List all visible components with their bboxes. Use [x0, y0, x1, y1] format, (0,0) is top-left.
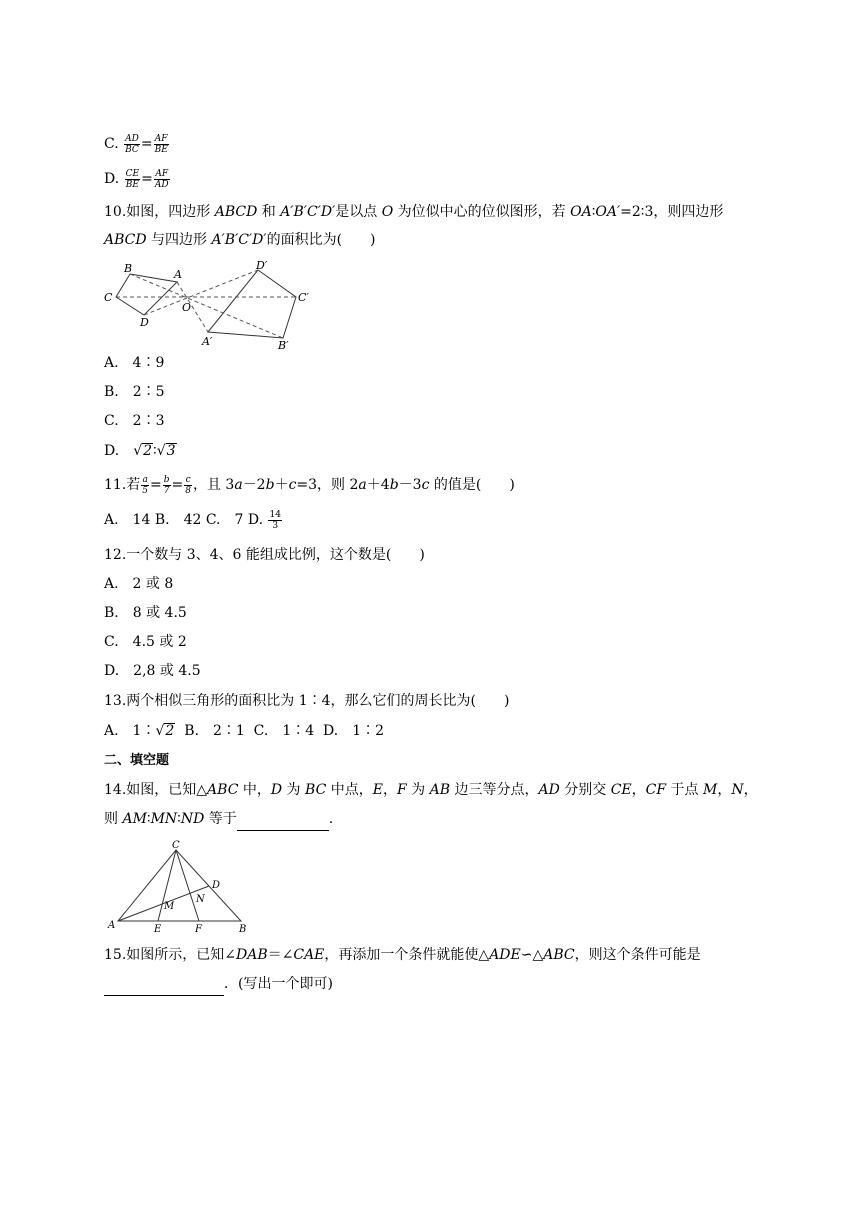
label-e: E — [154, 924, 162, 934]
label-a-prime: A′ — [202, 335, 213, 348]
q14-triangle-figure — [106, 838, 256, 934]
q12-stem: 12.一个数与 3、4、6 能组成比例，这个数是( ) — [104, 547, 425, 563]
numerator: a — [142, 474, 148, 485]
math: CAE — [293, 947, 325, 963]
text: 的面积比为( ) — [266, 232, 376, 248]
denominator: BE — [154, 144, 168, 155]
text: 等于 — [204, 811, 237, 827]
math: ABC — [543, 947, 575, 963]
label-b-prime: B′ — [278, 339, 289, 350]
denominator: 8 — [185, 485, 191, 496]
denominator: 5 — [142, 485, 148, 496]
math: E — [372, 782, 383, 798]
q10-stem-line1 — [104, 201, 723, 223]
q14-stem-line1 — [104, 779, 758, 801]
text: ∶ — [177, 811, 181, 827]
text: 为位似中心的位似图形，若 — [393, 204, 571, 220]
ratio-sign: ∶ — [153, 443, 157, 459]
numerator: b — [163, 474, 170, 485]
text: 与四边形 — [146, 232, 212, 248]
label-b: B — [124, 262, 133, 275]
text: =2∶3，则四边形 — [620, 204, 724, 220]
text: ∽△ — [520, 947, 544, 963]
math: a — [234, 477, 243, 493]
math: ABCD — [214, 204, 258, 220]
answer-blank[interactable] — [104, 973, 224, 996]
denominator: BC — [125, 144, 139, 155]
math: b — [389, 477, 399, 493]
math: ADE — [489, 947, 521, 963]
text: 边三等分点， — [450, 782, 539, 798]
radicand: 2 — [165, 723, 175, 739]
q10-option-d — [104, 440, 177, 462]
fraction — [141, 475, 149, 496]
text: 为 — [282, 782, 306, 798]
label-n: N — [196, 894, 205, 905]
q15-stem-line1 — [104, 944, 701, 966]
fraction — [184, 475, 192, 496]
question-number: 11. — [104, 477, 127, 493]
text: 于点 — [666, 782, 703, 798]
text: =3，则 2 — [296, 477, 359, 493]
q11-stem — [104, 474, 515, 496]
fraction — [125, 169, 140, 190]
denominator: 3 — [272, 520, 279, 531]
text: ， — [631, 782, 646, 798]
math: AB — [429, 782, 450, 798]
equals: = — [150, 477, 162, 493]
q10-option-b: B. 2∶5 — [104, 384, 165, 400]
text: 若 — [126, 477, 141, 493]
sqrt-icon: √ — [155, 723, 165, 739]
math: CF — [645, 782, 667, 798]
math: F — [396, 782, 407, 798]
text: 如图，四边形 — [126, 204, 215, 220]
q10-stem-line2 — [104, 229, 376, 251]
math: A′B′C′D′ — [211, 232, 267, 248]
text: 是以点 — [335, 204, 382, 220]
text: 的值是( ) — [429, 477, 515, 493]
radicand: 3 — [166, 443, 176, 459]
text: ， — [743, 782, 758, 798]
math: CE — [610, 782, 632, 798]
label-o: O — [182, 301, 192, 314]
q14-stem-line2 — [104, 808, 333, 831]
math: MN — [150, 811, 178, 827]
q13-stem: 13.两个相似三角形的面积比为 1∶4，那么它们的周长比为( ) — [104, 693, 510, 709]
label-d-prime: D′ — [256, 260, 268, 272]
label-b: B — [239, 924, 247, 934]
text: ∶ — [591, 204, 596, 220]
label-d: D — [140, 316, 149, 329]
label-d: D — [212, 880, 221, 891]
math: OA — [570, 204, 592, 220]
numerator: c — [185, 474, 191, 485]
text: 为 — [406, 782, 430, 798]
text: ＝∠ — [267, 947, 294, 963]
answer-blank[interactable] — [237, 808, 329, 831]
text: ， — [717, 782, 732, 798]
text: ∶ — [146, 811, 151, 827]
fraction — [154, 169, 170, 190]
numerator: AF — [155, 168, 169, 179]
quad-abcd-prime — [208, 270, 296, 338]
q12-option-a: A. 2 或 8 — [104, 576, 174, 592]
math: ND — [180, 811, 205, 827]
math: c — [421, 477, 430, 493]
option-label: D. — [104, 443, 120, 459]
text: 和 — [257, 204, 281, 220]
question-number: 10. — [104, 204, 127, 220]
section-heading: 二、填空题 — [104, 753, 170, 768]
denominator: 7 — [163, 485, 170, 496]
equals: = — [140, 136, 153, 152]
text: 则 — [104, 811, 123, 827]
option-label: D. — [104, 171, 120, 187]
fraction — [268, 510, 281, 531]
text: ，再添加一个条件就能使△ — [324, 947, 490, 963]
denominator: BE — [125, 179, 139, 190]
math: A′B′C′D′ — [280, 204, 336, 220]
equals: = — [141, 171, 153, 187]
radicand: 2 — [143, 443, 153, 459]
text: ，则这个条件可能是 — [574, 947, 701, 963]
q9-option-d — [104, 168, 171, 190]
math: c — [288, 477, 297, 493]
math: a — [358, 477, 367, 493]
math: b — [265, 477, 275, 493]
sqrt-icon: √ — [156, 443, 166, 459]
fraction — [124, 134, 140, 155]
numerator: AD — [125, 133, 139, 144]
sqrt-icon: √ — [133, 443, 143, 459]
denominator: AD — [154, 179, 169, 190]
label-m: M — [164, 901, 175, 912]
text: 中点， — [326, 782, 373, 798]
q12-option-c: C. 4.5 或 2 — [104, 634, 187, 650]
math: M — [702, 782, 718, 798]
numerator: AF — [154, 133, 168, 144]
math: N — [731, 782, 744, 798]
equals: = — [171, 477, 184, 493]
q12-option-d: D. 2,8 或 4.5 — [104, 663, 201, 679]
math: BC — [305, 782, 327, 798]
math: AD — [538, 782, 560, 798]
q12-option-b: B. 8 或 4.5 — [104, 605, 187, 621]
text: ＋ — [274, 477, 289, 493]
label-a: A — [174, 268, 182, 281]
q15-stem-line2 — [104, 973, 333, 996]
q13-options — [104, 720, 384, 742]
text: . — [328, 811, 334, 827]
fraction — [163, 475, 171, 496]
math: ABCD — [104, 232, 147, 248]
text: －3 — [398, 477, 422, 493]
math: ABC — [207, 782, 239, 798]
label-c-prime: C′ — [298, 291, 309, 304]
math: D — [270, 782, 283, 798]
q10-option-a: A. 4∶9 — [104, 355, 165, 371]
quad-abcd — [116, 274, 177, 315]
text: ＋4 — [366, 477, 390, 493]
options-text: A. 14 B. 42 C. 7 D. — [104, 512, 264, 528]
options-text: B. 2∶1 C. 1∶4 D. 1∶2 — [175, 723, 385, 739]
text: 分别交 — [559, 782, 611, 798]
math: AM — [122, 811, 147, 827]
numerator: CE — [125, 168, 140, 179]
label-c: C — [104, 291, 113, 304]
label-a: A — [108, 920, 116, 931]
label-f: F — [195, 924, 202, 934]
math: O — [381, 204, 394, 220]
text: 如图所示，已知∠ — [126, 947, 236, 963]
label-c: C — [172, 840, 180, 851]
text: 如图，已知△ — [126, 782, 208, 798]
question-number: 14. — [104, 782, 127, 798]
math: DAB — [236, 947, 268, 963]
numerator: 14 — [269, 509, 281, 520]
option-label: C. — [104, 136, 119, 152]
math: OA′ — [595, 204, 621, 220]
text: 中， — [238, 782, 271, 798]
text: －2 — [242, 477, 266, 493]
text: ，且 3 — [192, 477, 235, 493]
q10-option-c: C. 2∶3 — [104, 413, 165, 429]
options-text: A. 1∶ — [104, 723, 156, 739]
question-number: 15. — [104, 947, 127, 963]
q11-options — [104, 509, 283, 531]
q9-option-c — [104, 133, 170, 155]
text: ．(写出一个即可) — [224, 976, 333, 992]
fraction — [154, 134, 169, 155]
text: ， — [382, 782, 397, 798]
q10-homothety-figure — [100, 260, 320, 350]
segment-cf — [176, 850, 199, 921]
